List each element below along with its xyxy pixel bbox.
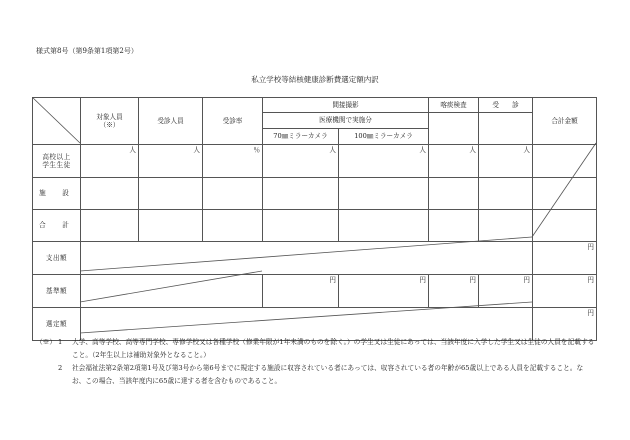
form-number: 様式第8号（第9条第1項第2号） xyxy=(36,47,138,55)
expenditure-span xyxy=(81,242,533,275)
standard-exam: 円 xyxy=(479,275,533,308)
facilities-total xyxy=(533,178,597,210)
standard-total: 円 xyxy=(533,275,597,308)
students-total xyxy=(533,145,597,178)
row-facilities xyxy=(33,178,597,210)
standard-span xyxy=(81,275,263,308)
students-100mm: 人 xyxy=(339,145,429,178)
students-rate: ％ xyxy=(203,145,263,178)
students-target: 人 xyxy=(81,145,139,178)
header-exam-blank xyxy=(479,113,533,145)
total-target xyxy=(81,210,139,242)
row-label-expenditure: 支出額 xyxy=(33,242,81,275)
header-70mm: 70㎜ミラーカメラ xyxy=(263,129,339,145)
total-100mm xyxy=(339,210,429,242)
note-2 xyxy=(36,362,596,388)
standard-sputum: 円 xyxy=(429,275,479,308)
header-sputum-blank xyxy=(429,113,479,145)
facilities-sputum xyxy=(429,178,479,210)
standard-100mm: 円 xyxy=(339,275,429,308)
note-2-text: 社会福祉法第2条第2項第1号及び第3号から第6号までに規定する施設に収容されている者にあっては、収容されている者の年齢が65歳以上である人員を記載すること。なお、この場合、当該年度内に65歳に達する者を含むものであること。 xyxy=(72,364,584,385)
header-100mm: 100㎜ミラーカメラ xyxy=(339,129,429,145)
row-label-students-text: 高校以上 学生生徒 xyxy=(42,152,71,169)
notes xyxy=(36,336,596,388)
row-label-students xyxy=(33,145,81,178)
total-total xyxy=(533,210,597,242)
students-70mm: 人 xyxy=(263,145,339,178)
header-total: 合計金額 xyxy=(533,98,597,145)
note-1-number: 1 xyxy=(58,338,63,346)
breakdown-table xyxy=(32,97,596,335)
note-2-number: 2 xyxy=(58,364,63,372)
row-students xyxy=(33,145,597,178)
facilities-target xyxy=(81,178,139,210)
selected-total: 円 xyxy=(533,308,597,341)
total-exam xyxy=(479,210,533,242)
total-examined xyxy=(139,210,203,242)
students-sputum: 人 xyxy=(429,145,479,178)
corner-cell xyxy=(33,98,81,145)
row-label-total: 合 計 xyxy=(33,210,81,242)
header-examined: 受診人員 xyxy=(139,98,203,145)
header-exam: 受 診 xyxy=(479,98,533,113)
row-total xyxy=(33,210,597,242)
row-label-selected: 選定額 xyxy=(33,308,81,341)
row-standard xyxy=(33,275,597,308)
header-target-label: 対象人員 （※） xyxy=(96,112,123,129)
standard-70mm: 円 xyxy=(263,275,339,308)
header-target xyxy=(81,98,139,145)
total-sputum xyxy=(429,210,479,242)
total-70mm xyxy=(263,210,339,242)
students-exam: 人 xyxy=(479,145,533,178)
note-mark: （※） xyxy=(36,338,57,346)
row-label-standard: 基準額 xyxy=(33,275,81,308)
note-1-text: 大学、高等学校、高等専門学校、専修学校又は各種学校（修業年限が1年未満のものを除く。）の学生又は生徒にあっては、当該年度に入学した学生又は生徒の人員を記載すること。（2年生以上は補助対象外となること。） xyxy=(72,338,595,359)
total-rate xyxy=(203,210,263,242)
header-medical: 医療機関で実施分 xyxy=(263,113,429,129)
facilities-exam xyxy=(479,178,533,210)
facilities-examined xyxy=(139,178,203,210)
row-expenditure xyxy=(33,242,597,275)
document-title: 私立学校等結核健康診断費選定額内訳 xyxy=(251,75,379,84)
header-rate: 受診率 xyxy=(203,98,263,145)
header-sputum: 喀痰検査 xyxy=(429,98,479,113)
students-examined: 人 xyxy=(139,145,203,178)
facilities-100mm xyxy=(339,178,429,210)
facilities-70mm xyxy=(263,178,339,210)
row-label-facilities: 施 設 xyxy=(33,178,81,210)
header-row-1 xyxy=(33,98,597,113)
header-indirect: 間接撮影 xyxy=(263,98,429,113)
expenditure-total: 円 xyxy=(533,242,597,275)
facilities-rate xyxy=(203,178,263,210)
note-1 xyxy=(36,336,596,362)
